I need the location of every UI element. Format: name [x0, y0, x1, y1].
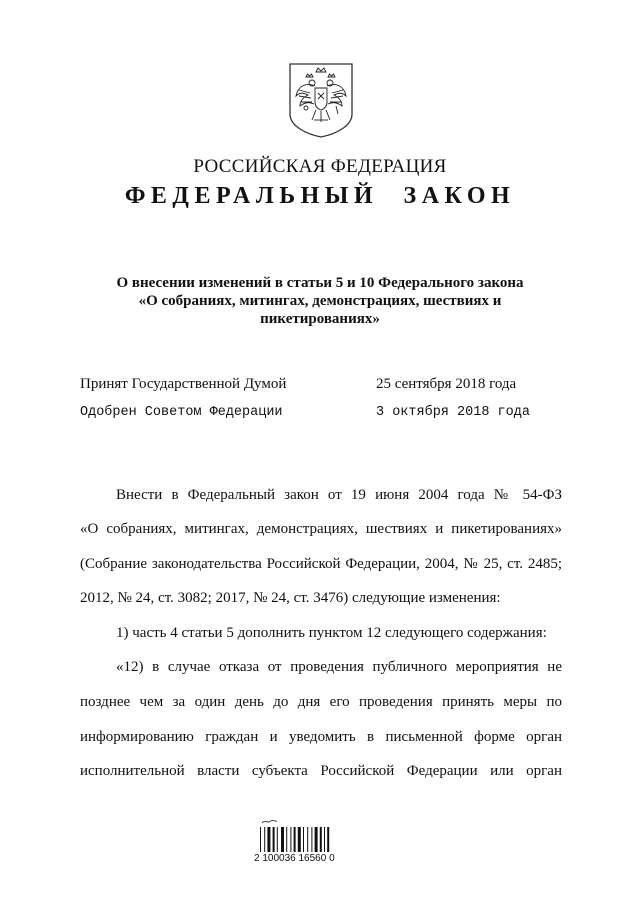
body-line: позднее чем за один день до дня его проведения принять меры по	[80, 694, 562, 710]
adoption-date: 3 октября 2018 года	[376, 405, 530, 420]
barcode-number: 2 100036 16560 0	[254, 853, 335, 864]
body-line: Внести в Федеральный закон от 19 июня 2004 года № 54-ФЗ	[116, 487, 562, 503]
body-line: исполнительной власти субъекта Российской Федерации или орган	[80, 763, 562, 779]
law-title-line: пикетированиях»	[260, 311, 380, 327]
document-type: ФЕДЕРАЛЬНЫЙ ЗАКОН	[124, 183, 516, 209]
adoption-label: Одобрен Советом Федерации	[80, 405, 283, 420]
adoption-label: Принят Государственной Думой	[80, 376, 287, 392]
body-line: «О собраниях, митингах, демонстрациях, шествиях и пикетированиях»	[80, 521, 562, 537]
law-title-line: «О собраниях, митингах, демонстрациях, шествиях и	[138, 293, 502, 309]
coat-of-arms-icon	[288, 62, 354, 138]
adoption-date: 25 сентября 2018 года	[376, 376, 517, 392]
body-line: 1) часть 4 статьи 5 дополнить пунктом 12 следующего содержания:	[116, 625, 547, 641]
body-line: (Собрание законодательства Российской Федерации, 2004, № 25, ст. 2485;	[80, 556, 562, 572]
country-name: РОССИЙСКАЯ ФЕДЕРАЦИЯ	[193, 156, 447, 177]
law-title-line: О внесении изменений в статьи 5 и 10 Федерального закона	[116, 275, 524, 291]
body-line: «12) в случае отказа от проведения публичного мероприятия не	[116, 659, 562, 675]
body-line: 2012, № 24, ст. 3082; 2017, № 24, ст. 3476) следующие изменения:	[80, 590, 501, 606]
body-line: информированию граждан и уведомить в письменной форме орган	[80, 729, 562, 745]
law-title	[110, 274, 530, 328]
barcode-icon	[258, 818, 336, 852]
